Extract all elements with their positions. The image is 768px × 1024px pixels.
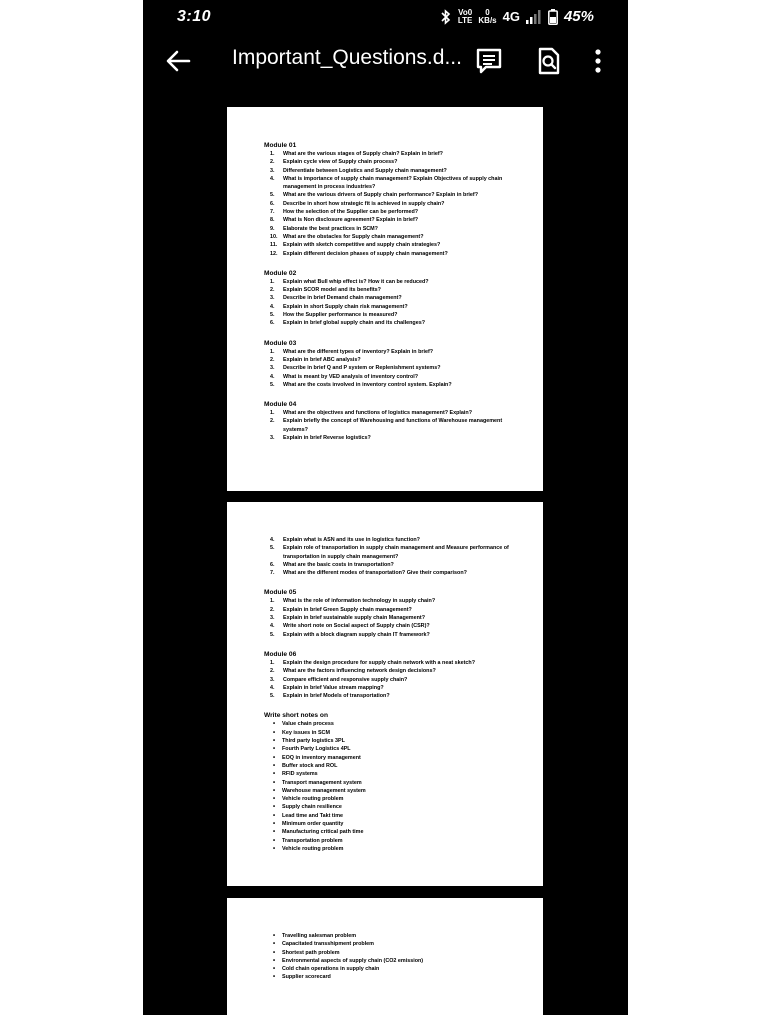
network-speed: 0 KB/s	[478, 7, 497, 25]
list-item: • Supply chain resilience	[264, 803, 509, 811]
document-page-3[interactable]	[227, 898, 543, 1015]
module-heading: Module 03	[264, 339, 297, 347]
question-item: 3. Differentiate between Logistics and Supply chain management?	[270, 167, 447, 174]
comment-icon[interactable]	[474, 46, 504, 76]
question-item: 4. Write short note on Social aspect of Supply chain (CSR)?	[270, 623, 430, 630]
module-heading: Module 02	[264, 269, 297, 277]
list-item: • Fourth Party Logistics 4PL	[264, 745, 509, 753]
page-3-content	[264, 932, 509, 982]
volte-indicator: Vo0 LTE	[457, 7, 473, 25]
network-type: 4G	[502, 9, 520, 24]
question-item: 5. Explain role of transportation in supply chain management and Measure performance of transportation in supply chain management?	[270, 545, 509, 560]
question-item: 1. Explain what Bull whip effect is? How it can be reduced?	[270, 278, 429, 285]
question-item: 5. Explain with a block diagram supply chain IT framework?	[270, 631, 430, 638]
question-item: 6. What are the basic costs in transportation?	[270, 561, 394, 568]
document-page-1[interactable]	[227, 107, 543, 491]
question-item: 2. What are the factors influencing network design decisions?	[270, 668, 436, 675]
question-item: 4. Explain in short Supply chain risk management?	[270, 303, 408, 310]
battery-percent: 45%	[563, 8, 594, 25]
question-item: 1. What is the role of information technology in supply chain?	[270, 598, 436, 605]
list-item: • Manufacturing critical path time	[264, 828, 509, 836]
module-heading: Module 04	[264, 401, 297, 409]
question-list	[264, 659, 509, 700]
question-list	[264, 409, 509, 442]
list-item: • Environmental aspects of supply chain (CO2 emission)	[264, 957, 509, 965]
app-bar	[143, 34, 628, 86]
question-item: 5. Explain in brief Models of transportation?	[270, 693, 390, 700]
list-item: • Vehicle routing problem	[264, 795, 509, 803]
question-list	[264, 536, 509, 577]
list-item: • Supplier scorecard	[264, 973, 509, 981]
question-item: 2. Explain briefly the concept of Warehousing and functions of Warehouse management systems?	[270, 418, 503, 433]
back-arrow-icon[interactable]	[163, 46, 193, 76]
question-item: 2. Explain SCOR model and its benefits?	[270, 287, 381, 294]
list-item: • Buffer stock and ROL	[264, 762, 509, 770]
question-item: 4. What is meant by VED analysis of inventory control?	[270, 373, 419, 380]
more-vert-icon[interactable]	[591, 46, 605, 76]
question-item: 4. What is importance of supply chain management? Explain Objectives of supply chain management in process industries?	[270, 175, 503, 191]
question-list	[264, 597, 509, 638]
phone-screen	[143, 0, 628, 1015]
module-heading: Module 06	[264, 650, 297, 658]
list-item: • Transport management system	[264, 779, 509, 787]
list-item: • Shortest path problem	[264, 949, 509, 957]
status-time: 3:10	[177, 8, 212, 25]
question-item: 12. Explain different decision phases of supply chain management?	[270, 250, 448, 257]
list-item: • Vehicle routing problem	[264, 845, 509, 853]
document-page-2[interactable]	[227, 502, 543, 886]
question-item: 9. Elaborate the best practices in SCM?	[270, 225, 378, 232]
question-item: 5. How the Supplier performance is measured?	[270, 312, 398, 319]
list-item: • Cold chain operations in supply chain	[264, 965, 509, 973]
question-item: 2. Explain in brief Green Supply chain management?	[270, 606, 412, 613]
question-item: 3. Describe in brief Demand chain management?	[270, 295, 402, 302]
battery-icon	[548, 9, 558, 25]
short-notes-list	[264, 720, 509, 853]
question-item: 3. Explain in brief sustainable supply chain Management?	[270, 615, 425, 622]
list-item: • Transportation problem	[264, 837, 509, 845]
question-list	[264, 278, 509, 328]
list-item: • Minimum order quantity	[264, 820, 509, 828]
module-heading: Module 01	[264, 142, 297, 149]
status-bar	[143, 0, 628, 34]
question-item: 10. What are the obstacles for Supply chain management?	[270, 233, 424, 240]
question-item: 4. Explain what is ASN and its use in logistics function?	[270, 537, 420, 543]
module-heading: Module 05	[264, 589, 297, 597]
list-item: • Value chain process	[264, 720, 509, 728]
question-item: 6. Explain in brief global supply chain and its challenges?	[270, 320, 425, 327]
question-item: 1. What are the objectives and functions of logistics management? Explain?	[270, 410, 473, 417]
question-item: 6. Describe in short how strategic fit is achieved in supply chain?	[270, 200, 445, 207]
page-2-content	[264, 536, 509, 853]
question-item: 1. Explain the design procedure for supply chain network with a neat sketch?	[270, 659, 476, 666]
question-item: 1. What are the various stages of Supply chain? Explain in brief?	[270, 151, 443, 157]
list-item: • EOQ in inventory management	[264, 754, 509, 762]
question-item: 3. Explain in brief Reverse logistics?	[270, 435, 371, 442]
list-item: • Lead time and Takt time	[264, 812, 509, 820]
question-item: 2. Explain cycle view of Supply chain process?	[270, 159, 398, 166]
document-title: Important_Questions.d...	[232, 46, 462, 69]
signal-icon	[526, 10, 542, 24]
bluetooth-icon	[440, 9, 452, 25]
question-item: 4. Explain in brief Value stream mapping?	[270, 684, 384, 691]
question-item: 8. What is Non disclosure agreement? Explain in brief?	[270, 217, 419, 224]
status-icons	[440, 8, 594, 25]
question-item: 3. Compare efficient and responsive supply chain?	[270, 676, 408, 683]
search-document-icon[interactable]	[535, 47, 563, 75]
page-1-content	[264, 141, 509, 442]
list-item: • Travelling salesman problem	[264, 932, 509, 940]
question-item: 7. How the selection of the Supplier can be performed?	[270, 209, 419, 216]
question-item: 7. What are the different modes of transportation? Give their comparison?	[270, 570, 467, 577]
list-item: • Third party logistics 3PL	[264, 737, 509, 745]
question-list	[264, 150, 509, 258]
short-notes-heading: Write short notes on	[264, 712, 328, 720]
question-item: 2. Explain in brief ABC analysis?	[270, 356, 361, 363]
question-item: 5. What are the various drivers of Supply chain performance? Explain in brief?	[270, 192, 479, 199]
list-item: • RFID systems	[264, 770, 509, 778]
question-item: 5. What are the costs involved in inventory control system. Explain?	[270, 381, 452, 388]
question-item: 3. Describe in brief Q and P system or Replenishment systems?	[270, 365, 441, 372]
list-item: • Key issues in SCM	[264, 729, 509, 737]
question-list	[264, 348, 509, 389]
question-item: 11. Explain with sketch competitive and supply chain strategies?	[270, 242, 441, 249]
short-notes-list	[264, 932, 509, 982]
list-item: • Capacitated transshipment problem	[264, 940, 509, 948]
list-item: • Warehouse management system	[264, 787, 509, 795]
question-item: 1. What are the different types of inventory? Explain in brief?	[270, 348, 434, 355]
